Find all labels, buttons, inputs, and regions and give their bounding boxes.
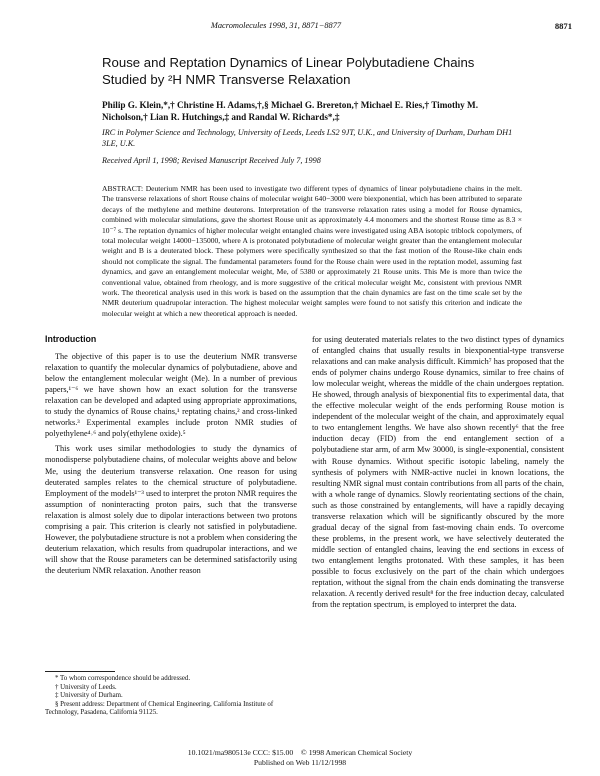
- section-heading-introduction: Introduction: [45, 334, 97, 344]
- article-title: Rouse and Reptation Dynamics of Linear Polybutadiene Chains Studied by ²H NMR Transverse Relaxation: [102, 55, 475, 87]
- author-list: Philip G. Klein,*,† Christine H. Adams,†,§ Michael G. Brereton,† Michael E. Ries,† Timothy M. Nicholson,† Lian R. Hutchings,‡ and Randal W. Richards*,‡: [102, 100, 479, 123]
- journal-citation: Macromolecules 1998, 31, 8871−8877: [210, 21, 342, 30]
- received-dates: Received April 1, 1998; Revised Manuscript Received July 7, 1998: [102, 156, 321, 165]
- left-column: [45, 334, 297, 580]
- footnote-correspondence: * To whom correspondence should be addressed.: [55, 675, 191, 682]
- abstract: ABSTRACT: Deuterium NMR has been used to investigate two different types of dynamics of linear polybutadiene chains in the melt. The transverse relaxations of short Rouse chains of molecular weight 640−3000 were biexponential, which has been attributed to separate decays of the methylene and methine deuterons. Interpretation of the transverse relaxation rates using a model for Rouse dynamics, combined with molecular simulations, gave the shortest Rouse unit as approximately 4.4 monomers and the shortest Rouse time as 8.3 × 10⁻⁷ s. The reptation dynamics of higher molecular weight entangled chains were investigated using ABA isotopic triblock copolymers, of total molecular weight 14000−135000, where A is protonated polybutadiene of molecular weight greater than the entanglement molecular weight and B is a deuterated block. These polymers were specifically synthesized so that the fast motion of the Rouse-like chain ends should not complicate the signal. The fundamental parameters found for the Rouse chain were used in the reptation model, assuming fast dynamics, and gave an entanglement molecular weight, Me, of 5380 or approximately 21 Rouse units. This Me is more than twice the conventional value, obtained from rheology, and is more suggestive of the critical molecular weight Mc, consistent with previous NMR work. The theoretical analysis used in this work is based on the assumption that the chain dynamics are fast on the time scale set by the NMR deuterium quadrupolar interaction. The highest molecular weight samples were found to not satisfy this criterion and indicate the molecular weight at which a new theoretical approach is needed.: [102, 184, 522, 318]
- doi-copyright: 10.1021/ma980513e CCC: $15.00 © 1998 American Chemical Society: [187, 748, 413, 757]
- running-head: [0, 21, 600, 33]
- footnote-durham: ‡ University of Durham.: [55, 692, 123, 700]
- paragraph: The objective of this paper is to use the deuterium NMR transverse relaxation to quantify the molecular dynamics of polybutadiene, above and below the entanglement molecular weight (Me). In a number of previous papers,¹⁻⁶ we have shown how an exact solution for the transverse relaxation can be developed and adapted using appropriate approximations, to study the dynamics of Rouse chains,¹ reptating chains,² and cross-linked networks.³ Experimental examples include proton NMR studies of polyethylene⁴˒⁶ and poly(ethylene oxide).⁵: [45, 352, 297, 439]
- page-footer: [0, 748, 600, 767]
- page-number: 8871: [554, 21, 572, 31]
- publication-date: Published on Web 11/12/1998: [253, 757, 347, 767]
- paragraph: This work uses similar methodologies to study the dynamics of monodisperse polybutadiene chains, of molecular weights above and below Me, using the deuterium transverse relaxation. One reason for using deuterated samples relates to the chemical structure of polybutadiene. Employment of the models¹⁻³ used to interpret the proton NMR requires the assumption of noninteracting proton pairs, such that the transverse relaxation is almost solely due to dipolar interactions between two protons comprising a pair. This criterion is clearly not satisfied in polybutadiene. However, the polybutadiene structure is not a problem when considering the deuterium relaxation, which results from quadrupolar interactions, and we will show that the Rouse parameters can be determined satisfactorily using the deuterium NMR relaxation. Another reason: [45, 444, 297, 575]
- footnote-rule: [45, 671, 115, 672]
- affiliations: IRC in Polymer Science and Technology, University of Leeds, Leeds LS2 9JT, U.K., and University of Durham, Durham DH1 3LE, U.K.: [102, 128, 513, 148]
- right-column: [312, 334, 564, 614]
- footnote-present-address: § Present address: Department of Chemical Engineering, California Institute of Technology, Pasadena, California 91125.: [45, 700, 274, 717]
- footnotes: [45, 671, 297, 718]
- paragraph: for using deuterated materials relates to the two distinct types of dynamics of entangled chains that usually results in biexponential-type transverse relaxations and can make analysis difficult. Kimmich⁷ has proposed that the ends of polymer chains undergo Rouse dynamics, similar to free chains of low molecular weight, whereas the middle of the chain undergoes reptation. He showed, through analysis of biexponential fits to experimental data, that the effective molecular weight of the ends performing Rouse motion is independent of the molecular weight of the chain, and approximately equal to two entanglement lengths. We have also shown recently⁶ that the free induction decay (FID) from the end entanglement section of a polybutadiene star arm, of arm Mw 30000, is single-exponential, consistent with Rouse dynamics. Without specific isotopic labeling, namely the synthesis of polymers with NMR-active nuclei in known locations, the resulting NMR signal must contain contributions from all parts of the chain, with a whole range of dynamics. Slowly reorientating sections of the chain, such as those constrained by entanglements, will have a rapidly decaying transverse relaxation which will be significantly obscured by the more gradual decay of the signal from fast-moving chain ends. To overcome these problems, in the present work, we have selectively deuterated the middle section of entangled chains, leaving the end sections in excess of two entanglement lengths protonated. With these samples, it has been possible to focus exclusively on the part of the chain which undergoes reptation, without the signal from the chain ends dominating the transverse relaxation. A recently derived result⁸ for the free induction decay, calculated from the reptation spectrum, is employed to interpret the data.: [312, 335, 564, 610]
- footnote-leeds: † University of Leeds.: [55, 683, 117, 691]
